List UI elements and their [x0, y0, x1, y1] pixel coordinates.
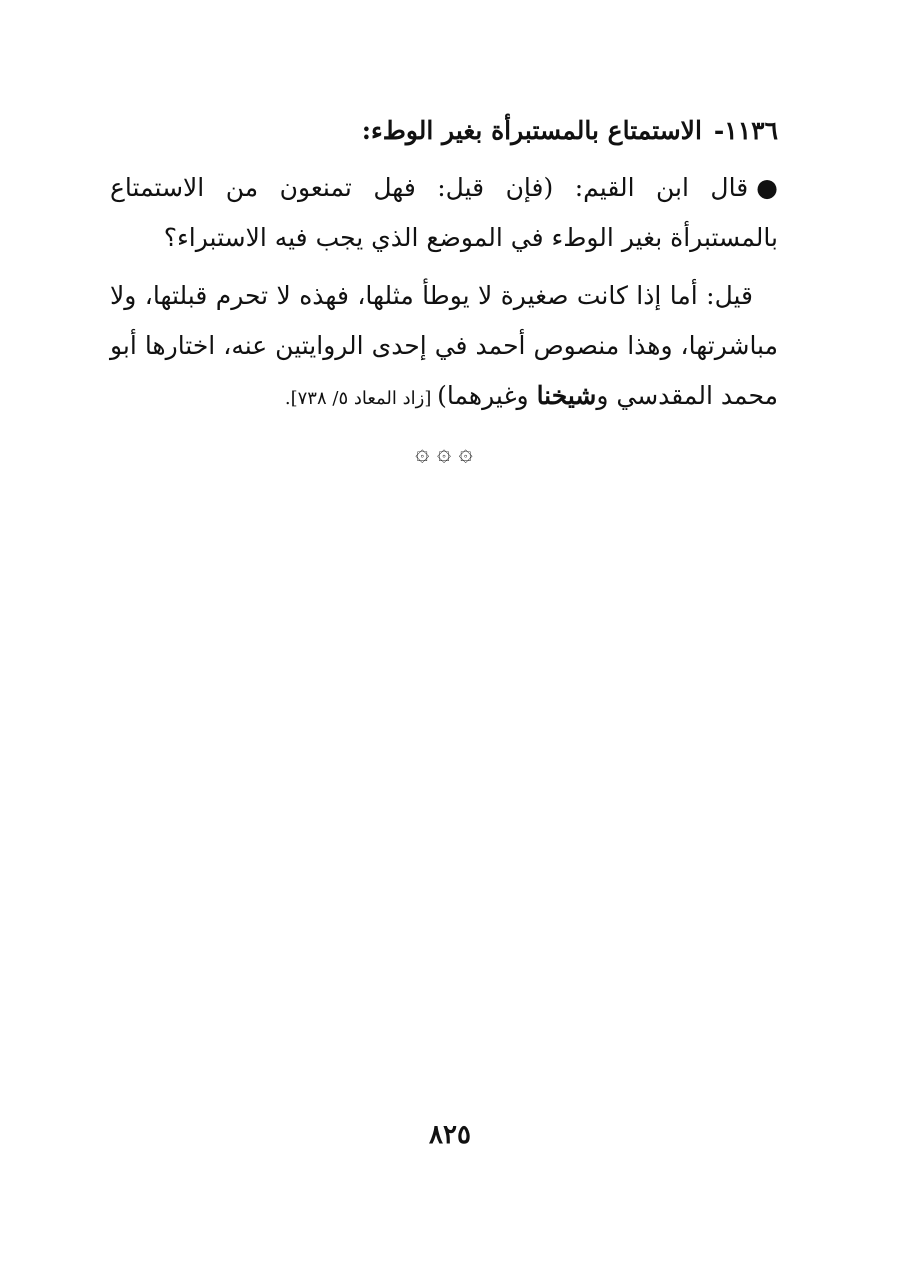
answer-text-end: وغيرهما)	[437, 381, 537, 410]
quote-paragraph	[110, 163, 778, 263]
section-divider-ornaments: ۞ ۞ ۞	[415, 438, 473, 466]
answer-text: قيل: أما إذا كانت صغيرة لا يوطأ مثلها، فهذه لا تحرم قبلتها، ولا مباشرتها، وهذا منصوص أحمد في إحدى الروايتين عنه، اختارها أبو محمد المقدسي و	[110, 281, 778, 410]
section-heading	[110, 105, 778, 157]
quote-text: قال ابن القيم: (فإن قيل: فهل تمنعون من الاستمتاع بالمستبرأة بغير الوطء في الموضع الذي يجب فيه الاستبراء؟	[110, 173, 778, 252]
source-reference: [زاد المعاد ٥/ ٧٣٨].	[284, 388, 438, 409]
page-number: ٨٢٥	[429, 1120, 471, 1150]
section-number: ١١٣٦-	[713, 116, 778, 145]
section-title: الاستمتاع بالمستبرأة بغير الوطء:	[361, 116, 702, 145]
answer-bold-text: شيخنا	[536, 381, 597, 410]
page-body	[110, 105, 778, 466]
bullet-icon: ●	[756, 173, 778, 202]
answer-paragraph	[110, 271, 778, 424]
